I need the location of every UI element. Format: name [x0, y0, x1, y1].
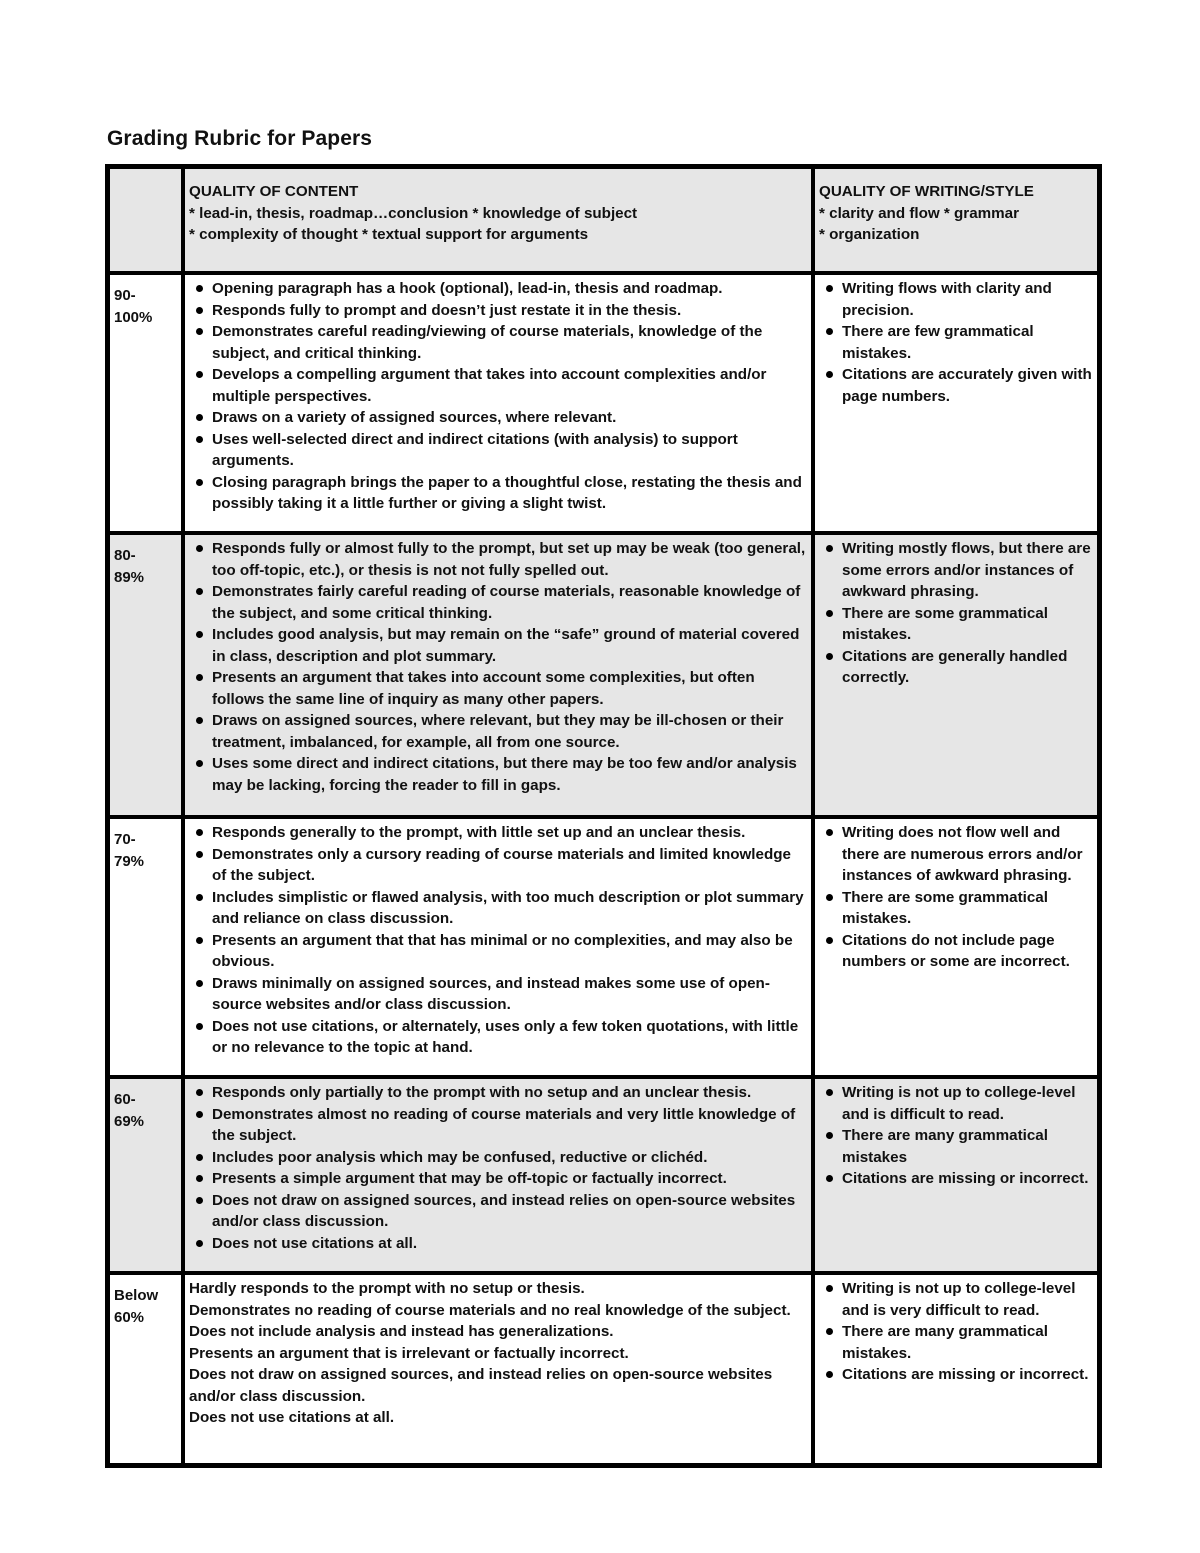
content-criterion: Does not use citations, or alternately, uses only a few token quotations, with little or no relevance to the topic at hand. — [189, 1016, 807, 1059]
style-criteria-cell — [813, 817, 1099, 1077]
style-criterion: Citations are missing or incorrect. — [819, 1168, 1093, 1190]
content-criterion: Closing paragraph brings the paper to a thoughtful close, restating the thesis and possibly taking it a little further or giving a slight twist. — [189, 472, 807, 515]
style-criteria-list — [819, 278, 1093, 407]
grade-row-60-69 — [108, 1077, 1099, 1273]
content-criterion: Responds only partially to the prompt with no setup and an unclear thesis. — [189, 1082, 807, 1104]
content-criteria-cell — [183, 1077, 813, 1273]
style-header-criteria-2: * organization — [819, 226, 920, 243]
content-criterion: Presents an argument that is irrelevant or factually incorrect. — [189, 1344, 629, 1362]
style-criterion: Citations are generally handled correctly. — [819, 646, 1093, 689]
grade-row-80-89 — [108, 533, 1099, 817]
grade-label-line: 80- — [114, 547, 136, 564]
content-criterion: Demonstrates only a cursory reading of course materials and limited knowledge of the subject. — [189, 844, 807, 887]
grade-label-line: 79% — [114, 853, 145, 870]
grade-cell — [108, 817, 183, 1077]
content-criteria-cell — [183, 817, 813, 1077]
content-criterion: Does not draw on assigned sources, and instead relies on open-source websites and/or class discussion. — [189, 1190, 807, 1233]
style-criteria-cell — [813, 273, 1099, 533]
style-criterion: Citations are accurately given with page numbers. — [819, 364, 1093, 407]
grade-label-line: Below — [114, 1287, 159, 1304]
content-criteria-cell — [183, 533, 813, 817]
content-criterion: Draws minimally on assigned sources, and instead makes some use of open-source websites and/or class discussion. — [189, 973, 807, 1016]
content-criterion: Draws on assigned sources, where relevant, but they may be ill-chosen or their treatment, imbalanced, for example, all from one source. — [189, 710, 807, 753]
header-row — [108, 167, 1099, 273]
style-criteria-list — [819, 1278, 1093, 1386]
content-criterion: Demonstrates almost no reading of course materials and very little knowledge of the subject. — [189, 1104, 807, 1147]
style-criterion: There are many grammatical mistakes — [819, 1125, 1093, 1168]
grade-label-line: 89% — [114, 569, 145, 586]
style-criteria-cell — [813, 533, 1099, 817]
content-criterion: Does not include analysis and instead has generalizations. — [189, 1323, 614, 1340]
content-criterion: Includes poor analysis which may be confused, reductive or clichéd. — [189, 1147, 807, 1169]
style-header-title: QUALITY OF WRITING/STYLE — [819, 183, 1034, 200]
style-criterion: There are some grammatical mistakes. — [819, 887, 1093, 930]
style-header-criteria-1: * clarity and flow * grammar — [819, 204, 1020, 222]
grade-row-90-100 — [108, 273, 1099, 533]
grade-label-line: 90- — [114, 287, 136, 304]
style-criterion: Writing is not up to college-level and is difficult to read. — [819, 1082, 1093, 1125]
content-criterion: Hardly responds to the prompt with no setup or thesis. — [189, 1280, 585, 1297]
style-criteria-cell — [813, 1273, 1099, 1465]
content-header-cell — [183, 167, 813, 273]
style-criterion: Citations are missing or incorrect. — [819, 1364, 1093, 1386]
content-header-criteria-2: * complexity of thought * textual support for arguments — [189, 226, 589, 243]
content-criterion: Demonstrates no reading of course materials and no real knowledge of the subject. — [189, 1301, 791, 1319]
grade-cell — [108, 1077, 183, 1273]
content-criterion: Uses some direct and indirect citations, but there may be too few and/or analysis may be lacking, forcing the reader to fill in gaps. — [189, 753, 807, 796]
style-criterion: Writing mostly flows, but there are some errors and/or instances of awkward phrasing. — [819, 538, 1093, 603]
grade-label-line: 60- — [114, 1091, 136, 1108]
content-criteria-cell — [183, 1273, 813, 1465]
content-criteria-list — [189, 538, 807, 796]
style-criterion: There are few grammatical mistakes. — [819, 321, 1093, 364]
content-criteria-list — [189, 822, 807, 1059]
content-criterion: Responds generally to the prompt, with little set up and an unclear thesis. — [189, 822, 807, 844]
style-criterion: There are many grammatical mistakes. — [819, 1321, 1093, 1364]
grade-row-below-60 — [108, 1273, 1099, 1465]
style-criterion: Writing is not up to college-level and is very difficult to read. — [819, 1278, 1093, 1321]
style-criterion: Citations do not include page numbers or some are incorrect. — [819, 930, 1093, 973]
content-criterion: Presents an argument that that has minimal or no complexities, and may also be obvious. — [189, 930, 807, 973]
style-header-cell — [813, 167, 1099, 273]
content-criterion: Demonstrates fairly careful reading of course materials, reasonable knowledge of the subject, and some critical thinking. — [189, 581, 807, 624]
grading-rubric-table — [105, 164, 1102, 1468]
content-header-criteria-1: * lead-in, thesis, roadmap…conclusion * knowledge of subject — [189, 204, 638, 222]
grade-label-line: 60% — [114, 1309, 145, 1326]
grade-label-line: 69% — [114, 1113, 145, 1130]
header-corner-cell — [108, 167, 183, 273]
content-criterion: Includes good analysis, but may remain on the “safe” ground of material covered in class, description and plot summary. — [189, 624, 807, 667]
content-criterion: Opening paragraph has a hook (optional), lead-in, thesis and roadmap. — [189, 278, 807, 300]
grade-label-line: 70- — [114, 831, 136, 848]
grade-label-line: 100% — [114, 309, 153, 326]
content-criteria-list — [189, 278, 807, 515]
content-criterion: Includes simplistic or flawed analysis, with too much description or plot summary and reliance on class discussion. — [189, 887, 807, 930]
grade-cell — [108, 273, 183, 533]
style-criterion: Writing flows with clarity and precision. — [819, 278, 1093, 321]
grade-cell — [108, 533, 183, 817]
content-criterion: Presents an argument that takes into account some complexities, but often follows the same line of inquiry as many other papers. — [189, 667, 807, 710]
content-criterion: Does not draw on assigned sources, and instead relies on open-source websites and/or class discussion. — [189, 1366, 773, 1405]
content-header-title: QUALITY OF CONTENT — [189, 183, 359, 200]
content-criterion: Responds fully to prompt and doesn’t just restate it in the thesis. — [189, 300, 807, 322]
content-criterion: Demonstrates careful reading/viewing of course materials, knowledge of the subject, and critical thinking. — [189, 321, 807, 364]
grade-row-70-79 — [108, 817, 1099, 1077]
document-title: Grading Rubric for Papers — [107, 127, 373, 150]
style-criteria-list — [819, 1082, 1093, 1190]
content-criteria-list — [189, 1082, 807, 1254]
style-criteria-list — [819, 538, 1093, 689]
content-criterion: Responds fully or almost fully to the prompt, but set up may be weak (too general, too off-topic, etc.), or thesis is not not fully spelled out. — [189, 538, 807, 581]
style-criterion: Writing does not flow well and there are numerous errors and/or instances of awkward phrasing. — [819, 822, 1093, 887]
style-criteria-list — [819, 822, 1093, 973]
content-criterion: Does not use citations at all. — [189, 1409, 395, 1426]
style-criteria-cell — [813, 1077, 1099, 1273]
grade-cell — [108, 1273, 183, 1465]
content-criterion: Develops a compelling argument that takes into account complexities and/or multiple perspectives. — [189, 364, 807, 407]
style-criterion: There are some grammatical mistakes. — [819, 603, 1093, 646]
content-criteria-cell — [183, 273, 813, 533]
content-criterion: Uses well-selected direct and indirect citations (with analysis) to support arguments. — [189, 429, 807, 472]
content-criterion: Presents a simple argument that may be off-topic or factually incorrect. — [189, 1168, 807, 1190]
content-criterion: Draws on a variety of assigned sources, where relevant. — [189, 407, 807, 429]
content-criterion: Does not use citations at all. — [189, 1233, 807, 1255]
